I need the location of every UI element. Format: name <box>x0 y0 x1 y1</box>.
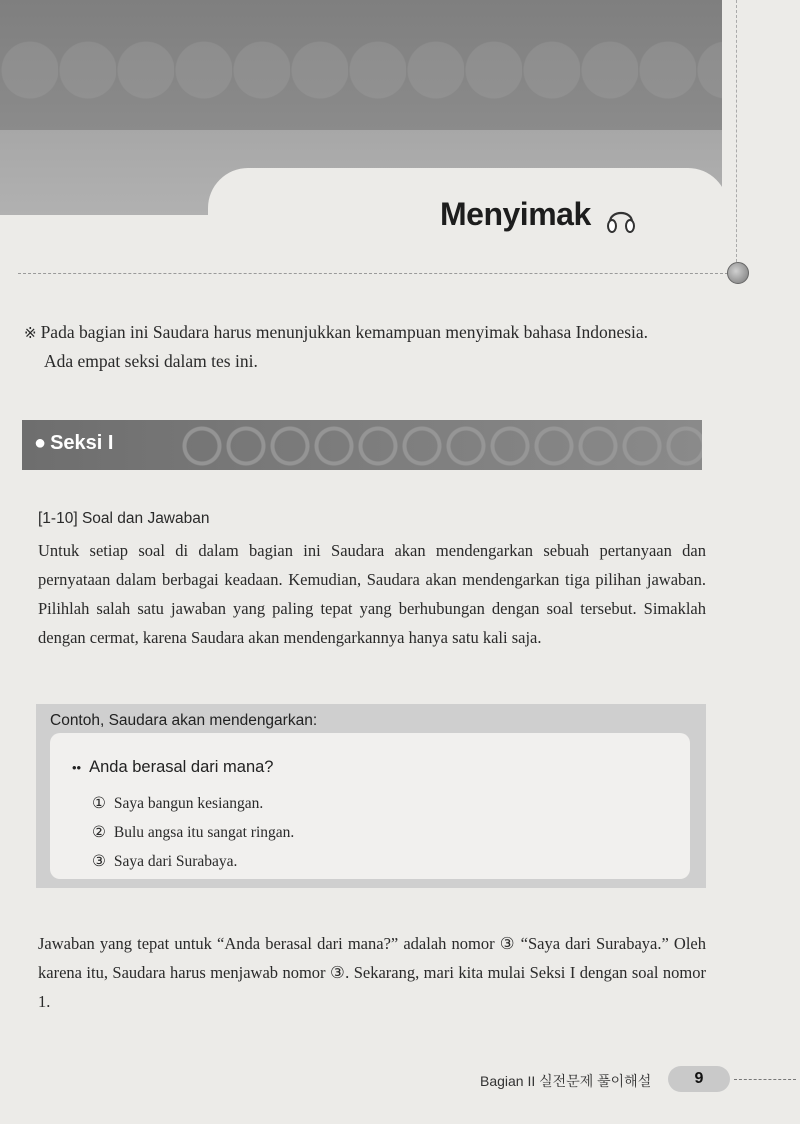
reference-mark-icon: ※ <box>24 326 37 342</box>
section-subheading: [1-10] Soal dan Jawaban <box>38 510 210 527</box>
headphones-icon <box>603 200 639 236</box>
section-instructions: Untuk setiap soal di dalam bagian ini Saudara akan mendengarkan sebuah pertanyaan dan pernyataan dalam berbagai keadaan. Kemudian, Saudara akan mendengarkan tiga pilihan jawaban. Pilihlah salah satu jawaban yang paling tepat yang berhubungan dengan soal tersebut. Simaklah dengan cermat, karena Saudara akan mendengarkannya hanya satu kali saja. <box>38 541 706 647</box>
header-pattern <box>0 0 722 130</box>
bullet-icon: ● <box>34 432 47 454</box>
section-bar-pattern <box>182 426 702 466</box>
circle-dot-icon <box>727 262 749 284</box>
audio-arrow-icon: •• <box>72 760 82 775</box>
option-item <box>92 818 294 847</box>
example-question-text: Anda berasal dari mana? <box>89 758 274 776</box>
option-number: ② <box>92 824 106 841</box>
option-number: ① <box>92 795 106 812</box>
page-number: 9 <box>668 1066 730 1092</box>
option-item <box>92 847 294 876</box>
example-question <box>72 758 273 777</box>
title-divider <box>18 273 728 274</box>
example-label: Contoh, Saudara akan mendengarkan: <box>50 712 318 729</box>
intro-line-1 <box>24 319 724 348</box>
intro-line-2: Ada empat seksi dalam tes ini. <box>44 351 258 371</box>
answer-explanation: Jawaban yang tepat untuk “Anda berasal dari mana?” adalah nomor ③ “Saya dari Surabaya.” Oleh karena itu, Saudara harus menjawab nomor ③. Sekarang, mari kita mulai Seksi I dengan soal nomor 1. <box>38 934 706 1011</box>
option-text: Saya dari Surabaya. <box>113 853 238 870</box>
vertical-dashed-line <box>736 0 737 262</box>
option-text: Saya bangun kesiangan. <box>113 795 264 812</box>
example-options <box>92 789 294 876</box>
option-text: Bulu angsa itu sangat ringan. <box>113 824 295 841</box>
section-bar <box>22 420 702 470</box>
option-item <box>92 789 294 818</box>
section-title <box>34 432 113 455</box>
intro-paragraph <box>24 319 724 375</box>
section-title-text: Seksi I <box>50 432 114 454</box>
footer-dashed-line <box>734 1079 796 1080</box>
page-title: Menyimak <box>440 196 591 232</box>
option-number: ③ <box>92 853 106 870</box>
intro-text-1: Pada bagian ini Saudara harus menunjukkan kemampuan menyimak bahasa Indonesia. <box>40 322 649 342</box>
footer-section-label: Bagian II 실전문제 풀이해설 <box>480 1073 652 1089</box>
